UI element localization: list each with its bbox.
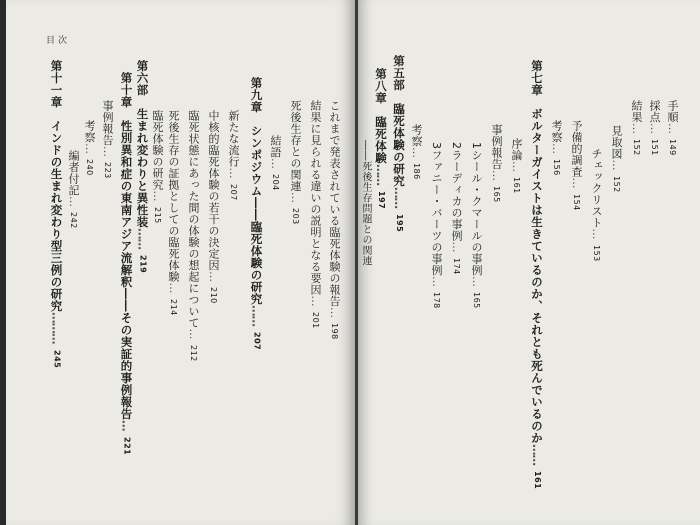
- toc-entry: 採点…151: [648, 100, 661, 156]
- toc-entry: 結果に見られる違いの説明となる要因…201: [309, 100, 322, 329]
- toc-entry: 序論…161: [510, 138, 523, 194]
- toc-entry: 結語…204: [269, 135, 282, 191]
- toc-entry: 死後生存の証拠としての臨死体験…214: [167, 110, 180, 316]
- toc-entry: 1シール・クマールの事例…165: [470, 142, 483, 309]
- toc-entry: 手順…149: [666, 100, 679, 156]
- toc-entry: 2ラーディカの事例…174: [450, 142, 463, 275]
- chapter-heading: 第十章 性別異和症の東南アジア流解釈――その実証的事例報告…221: [119, 72, 134, 455]
- chapter-subtitle: ――死後生存問題との関連: [360, 140, 371, 266]
- toc-entry: 考察…156: [550, 120, 563, 176]
- toc-entry: 編者付記…242: [67, 150, 80, 229]
- toc-entry: 事例報告…223: [101, 100, 114, 179]
- toc-entry: 中核的臨死体験の若干の決定因…210: [207, 110, 220, 304]
- toc-entry: 結果…152: [630, 100, 643, 156]
- chapter-heading: 第十一章 インドの生まれ変わり型三例の研究………245: [49, 60, 64, 368]
- toc-entry: 死後生存との関連…203: [289, 100, 302, 225]
- toc-entry: これまで発表されている臨死体験の報告…198: [328, 100, 341, 340]
- right-page: [357, 0, 700, 525]
- chapter-heading: 第八章 臨死体験……197: [374, 68, 388, 210]
- part-heading: 第五部 臨死体験の研究……195: [392, 55, 406, 233]
- part-heading: 第六部 生まれ変わりと異性装……219: [135, 60, 150, 274]
- toc-entry: 考察…240: [83, 120, 96, 176]
- toc-entry: 考察…186: [410, 124, 423, 180]
- left-page: [6, 0, 355, 525]
- toc-entry: 臨死体験の研究…215: [151, 110, 164, 224]
- chapter-heading: 第七章 ボルターガイストは生きているのか、それとも死んでいるのか……161: [530, 60, 544, 490]
- chapter-heading: 第九章 シンポジウム――臨死体験の研究……207: [249, 77, 264, 351]
- toc-entry: 3ファニー・バーツの事例…178: [430, 142, 443, 309]
- toc-entry: 新たな流行…207: [227, 110, 240, 201]
- toc-entry: 事例報告…165: [490, 124, 503, 203]
- contents-header: 目次: [46, 36, 71, 46]
- toc-entry: 臨死状態にあった間の体験の想起について…212: [187, 110, 200, 362]
- toc-entry: 見取図…152: [610, 125, 623, 193]
- toc-entry: チェックリスト…153: [590, 148, 603, 262]
- toc-entry: 予備的調査…154: [570, 120, 583, 211]
